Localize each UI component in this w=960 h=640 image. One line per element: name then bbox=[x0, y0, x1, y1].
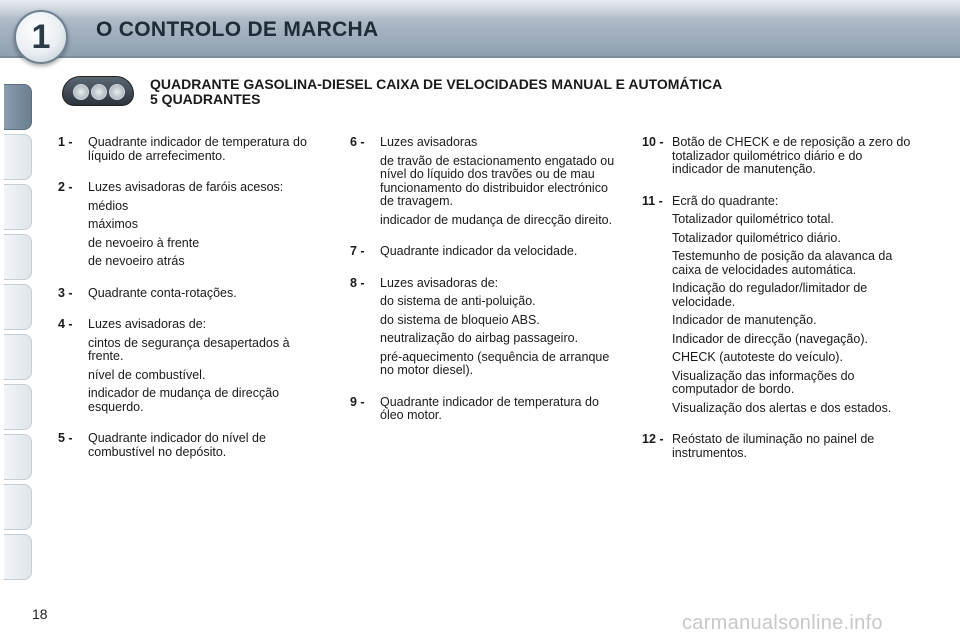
legend-column-1 bbox=[58, 136, 323, 459]
item-text: Quadrante indicador de temperatura do óleo motor. bbox=[380, 394, 599, 422]
item-number: 6 - bbox=[350, 135, 365, 149]
section-title-line2: 5 QUADRANTES bbox=[150, 91, 261, 107]
header-shine bbox=[0, 0, 960, 18]
item-text: Luzes avisadoras de faróis acesos: bbox=[88, 180, 284, 194]
item-number: 2 - bbox=[58, 180, 73, 194]
chapter-tab-3[interactable] bbox=[4, 184, 32, 230]
chapter-tab-10[interactable] bbox=[4, 534, 32, 580]
item-number: 3 - bbox=[58, 285, 73, 300]
item-subtext: Totalizador quilométrico diário. bbox=[672, 230, 841, 245]
legend-item-7 bbox=[350, 245, 615, 259]
legend-item-2 bbox=[58, 181, 323, 269]
item-subtext: neutralização do airbag passageiro. bbox=[380, 331, 579, 345]
chapter-tab-6[interactable] bbox=[4, 334, 32, 380]
legend-column-2 bbox=[350, 136, 615, 423]
item-subtext: Visualização das informações do computador de bordo. bbox=[672, 368, 855, 396]
chapter-number: 1 bbox=[31, 17, 51, 56]
item-text: Luzes avisadoras bbox=[380, 135, 478, 149]
item-subtext: indicador de mudança de direcção esquerdo. bbox=[88, 386, 280, 414]
item-subtext: do sistema de anti-poluição. bbox=[380, 294, 536, 308]
section-title bbox=[150, 77, 910, 107]
chapter-tab-4[interactable] bbox=[4, 234, 32, 280]
item-subtext: máximos bbox=[88, 217, 139, 231]
item-subtext: nível de combustível. bbox=[88, 367, 206, 382]
item-subtext: médios bbox=[88, 198, 129, 213]
item-text: Quadrante indicador da velocidade. bbox=[380, 244, 578, 258]
instrument-cluster-icon bbox=[62, 76, 134, 106]
legend-item-11 bbox=[642, 195, 912, 416]
chapter-tab-1[interactable] bbox=[4, 84, 32, 130]
item-subtext: do sistema de bloqueio ABS. bbox=[380, 312, 540, 327]
item-subtext: Indicador de manutenção. bbox=[672, 313, 817, 327]
legend-item-6 bbox=[350, 136, 615, 227]
legend-item-5 bbox=[58, 432, 323, 459]
item-number: 8 - bbox=[350, 275, 365, 290]
item-number: 4 - bbox=[58, 317, 73, 331]
item-subtext: de nevoeiro à frente bbox=[88, 235, 200, 250]
item-subtext: Visualização dos alertas e dos estados. bbox=[672, 400, 892, 415]
gauge-center-icon bbox=[91, 84, 107, 100]
chapter-tab-9[interactable] bbox=[4, 484, 32, 530]
item-text: Luzes avisadoras de: bbox=[88, 317, 207, 331]
legend-item-1 bbox=[58, 136, 323, 163]
chapter-tab-5[interactable] bbox=[4, 284, 32, 330]
item-subtext: de nevoeiro atrás bbox=[88, 254, 185, 268]
watermark: carmanualsonline.info bbox=[682, 612, 883, 634]
item-subtext: CHECK (autoteste do veículo). bbox=[672, 350, 843, 364]
item-subtext: pré-aquecimento (sequência de arranque no motor diesel). bbox=[380, 349, 610, 377]
item-text: Reóstato de iluminação no painel de instrumentos. bbox=[672, 432, 875, 460]
gauge-left-icon bbox=[73, 84, 89, 100]
item-text: Ecrã do quadrante: bbox=[672, 193, 779, 208]
item-number: 11 - bbox=[642, 193, 663, 208]
item-subtext: Totalizador quilométrico total. bbox=[672, 212, 834, 226]
chapter-tab-7[interactable] bbox=[4, 384, 32, 430]
item-subtext: Testemunho de posição da alavanca da caixa de velocidades automática. bbox=[672, 249, 893, 277]
page-number: 18 bbox=[32, 606, 48, 622]
chapter-tab-8[interactable] bbox=[4, 434, 32, 480]
legend-item-4 bbox=[58, 318, 323, 414]
item-text: Quadrante conta-rotações. bbox=[88, 285, 237, 300]
item-number: 10 - bbox=[642, 135, 664, 149]
item-number: 1 - bbox=[58, 135, 73, 149]
item-subtext: indicador de mudança de direcção direito. bbox=[380, 212, 613, 227]
chapter-title: O CONTROLO DE MARCHA bbox=[96, 18, 379, 41]
item-number: 5 - bbox=[58, 431, 73, 445]
legend-item-10 bbox=[642, 136, 912, 177]
item-text: Quadrante indicador do nível de combustível no depósito. bbox=[88, 431, 266, 459]
legend-item-3 bbox=[58, 287, 323, 301]
legend-item-12 bbox=[642, 433, 912, 460]
chapter-tabs bbox=[0, 66, 34, 576]
chapter-badge[interactable] bbox=[14, 10, 68, 64]
legend-column-3 bbox=[642, 136, 912, 460]
item-number: 7 - bbox=[350, 244, 365, 258]
legend-item-8 bbox=[350, 277, 615, 378]
item-subtext: Indicação do regulador/limitador de velocidade. bbox=[672, 281, 868, 309]
item-number: 12 - bbox=[642, 432, 664, 446]
item-subtext: Indicador de direcção (navegação). bbox=[672, 331, 868, 346]
item-subtext: cintos de segurança desapertados à frente. bbox=[88, 335, 290, 363]
legend-item-9 bbox=[350, 396, 615, 423]
item-subtext: de travão de estacionamento engatado ou nível do líquido dos travões ou de mau funcionamento do distribuidor electrónico de travagem. bbox=[380, 153, 615, 208]
item-text: Botão de CHECK e de reposição a zero do totalizador quilométrico diário e do indicador de manutenção. bbox=[672, 135, 911, 176]
item-text: Quadrante indicador de temperatura do líquido de arrefecimento. bbox=[88, 135, 307, 163]
gauge-right-icon bbox=[109, 84, 125, 100]
section-title-line1: QUADRANTE GASOLINA-DIESEL CAIXA DE VELOCIDADES MANUAL E AUTOMÁTICA bbox=[150, 76, 723, 92]
item-number: 9 - bbox=[350, 394, 365, 409]
item-text: Luzes avisadoras de: bbox=[380, 275, 499, 290]
chapter-tab-2[interactable] bbox=[4, 134, 32, 180]
